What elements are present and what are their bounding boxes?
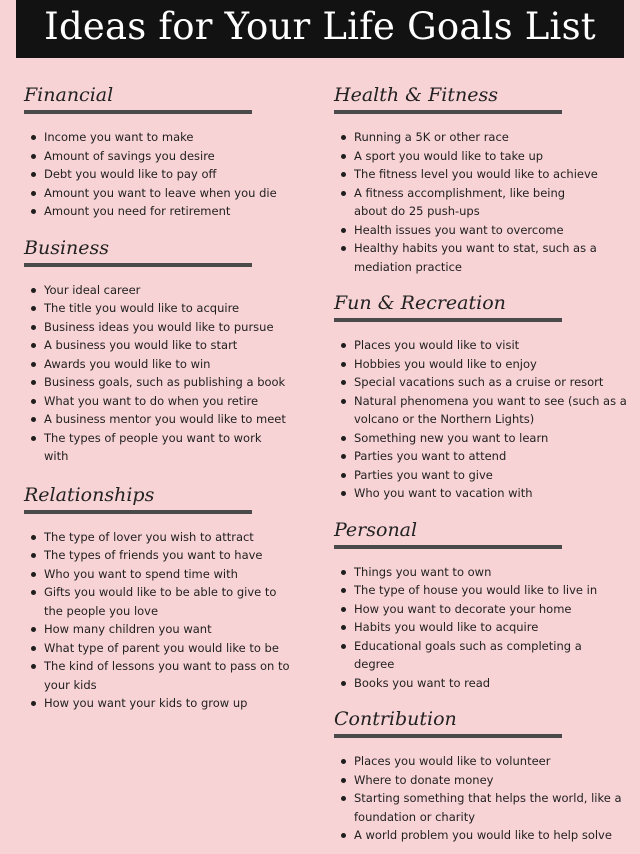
- item-list: [334, 128, 629, 276]
- list-item: Your ideal career: [24, 281, 319, 300]
- list-item: Parties you want to attend: [334, 447, 629, 466]
- section-divider: [24, 510, 252, 514]
- list-item: Something new you want to learn: [334, 429, 629, 448]
- section-relationships: [24, 484, 319, 713]
- list-item: The type of lover you wish to attract: [24, 528, 319, 547]
- section-title: Relationships: [24, 483, 155, 506]
- section-financial: [24, 84, 319, 221]
- list-item: The title you would like to acquire: [24, 299, 319, 318]
- right-column: [334, 84, 629, 845]
- list-item: Business goals, such as publishing a book: [24, 373, 319, 392]
- list-item: Amount you need for retirement: [24, 202, 319, 221]
- list-item: A world problem you would like to help solve: [334, 826, 619, 845]
- list-item: Parties you want to give: [334, 466, 629, 485]
- list-item: Books you want to read: [334, 674, 629, 693]
- list-item: Healthy habits you want to stat, such as a mediation practice: [334, 239, 624, 276]
- list-item: The kind of lessons you want to pass on to your kids: [24, 657, 306, 694]
- section-title: Health & Fitness: [334, 84, 498, 106]
- list-item: Places you would like to visit: [334, 336, 629, 355]
- list-item: What you want to do when you retire: [24, 392, 319, 411]
- list-item: Places you would like to volunteer: [334, 752, 629, 771]
- list-item: Things you want to own: [334, 563, 629, 582]
- section-title: Financial: [24, 84, 114, 106]
- list-item: Who you want to vacation with: [334, 484, 629, 503]
- left-column: [24, 84, 319, 713]
- list-item: How many children you want: [24, 620, 319, 639]
- list-item: How you want your kids to grow up: [24, 694, 319, 713]
- title-bar: [16, 0, 624, 58]
- list-item: Gifts you would like to be able to give to the people you love: [24, 583, 294, 620]
- list-item: The types of people you want to work with: [24, 429, 274, 466]
- list-item: Amount you want to leave when you die: [24, 184, 319, 203]
- list-item: Who you want to spend time with: [24, 565, 319, 584]
- item-list: [24, 528, 319, 713]
- section-title: Fun & Recreation: [334, 292, 506, 314]
- section-title: Business: [24, 236, 110, 259]
- section-business: [24, 237, 319, 466]
- section-title: Personal: [334, 518, 418, 541]
- section-divider: [334, 318, 562, 322]
- list-item: Habits you would like to acquire: [334, 618, 629, 637]
- list-item: Awards you would like to win: [24, 355, 319, 374]
- item-list: [334, 336, 629, 503]
- list-item: Debt you would like to pay off: [24, 165, 319, 184]
- list-item: Educational goals such as completing a degree: [334, 637, 614, 674]
- list-item: Business ideas you would like to pursue: [24, 318, 319, 337]
- list-item: Health issues you want to overcome: [334, 221, 629, 240]
- list-item: How you want to decorate your home: [334, 600, 629, 619]
- item-list: [24, 281, 319, 466]
- list-item: Starting something that helps the world, like a foundation or charity: [334, 789, 624, 826]
- list-item: Amount of savings you desire: [24, 147, 319, 166]
- list-item: Hobbies you would like to enjoy: [334, 355, 629, 374]
- list-item: A business mentor you would like to meet: [24, 410, 319, 429]
- list-item: Running a 5K or other race: [334, 128, 629, 147]
- list-item: The types of friends you want to have: [24, 546, 319, 565]
- item-list: [334, 563, 629, 693]
- section-personal: [334, 519, 629, 693]
- section-divider: [24, 110, 252, 114]
- section-contribution: [334, 708, 629, 845]
- list-item: A business you would like to start: [24, 336, 319, 355]
- section-fun-recreation: [334, 292, 629, 503]
- section-divider: [334, 110, 562, 114]
- list-item: Natural phenomena you want to see (such as a volcano or the Northern Lights): [334, 392, 629, 429]
- item-list: [334, 752, 629, 845]
- item-list: [24, 128, 319, 221]
- section-divider: [334, 734, 562, 738]
- list-item: The type of house you would like to live in: [334, 581, 629, 600]
- list-item: Where to donate money: [334, 771, 629, 790]
- list-item: Income you want to make: [24, 128, 319, 147]
- section-health-fitness: [334, 84, 629, 276]
- section-divider: [334, 545, 562, 549]
- page-title: Ideas for Your Life Goals List: [44, 5, 596, 48]
- list-item: The fitness level you would like to achieve: [334, 165, 629, 184]
- list-item: A sport you would like to take up: [334, 147, 629, 166]
- section-title: Contribution: [334, 708, 457, 730]
- list-item: What type of parent you would like to be: [24, 639, 319, 658]
- list-item: A fitness accomplishment, like being about do 25 push-ups: [334, 184, 594, 221]
- list-item: Special vacations such as a cruise or resort: [334, 373, 629, 392]
- section-divider: [24, 263, 252, 267]
